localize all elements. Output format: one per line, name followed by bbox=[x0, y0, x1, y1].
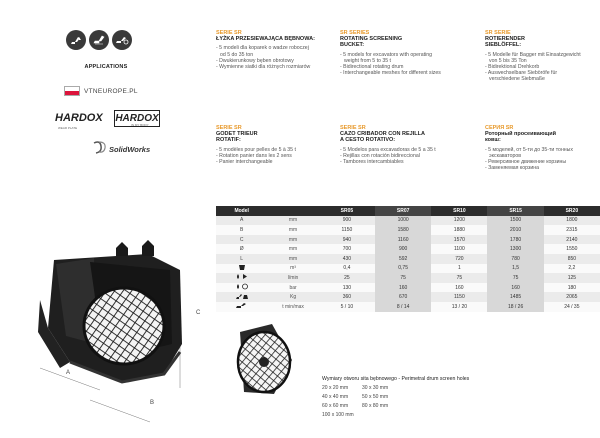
cell-sr20: 2,2 bbox=[544, 264, 600, 274]
table-row bbox=[216, 254, 600, 264]
column-german bbox=[485, 30, 600, 83]
feature-line: weight from 5 to 35 t bbox=[344, 57, 391, 64]
hole-size: 80 x 80 mm bbox=[362, 403, 389, 409]
feature-line: von 5 bis 35 Ton bbox=[489, 57, 527, 64]
feature-line: - 5 models for excavators with operating bbox=[340, 51, 432, 58]
column-subtitle-2: ROTATIF: bbox=[216, 137, 241, 144]
poland-flag-icon bbox=[64, 86, 80, 96]
cell-sr07: 160 bbox=[375, 283, 431, 293]
row-unit: mm bbox=[267, 225, 318, 235]
spec-table bbox=[216, 206, 600, 312]
cell-sr15: 1,5 bbox=[487, 264, 543, 274]
hole-size: 40 x 40 mm bbox=[322, 394, 349, 400]
table-row bbox=[216, 273, 600, 283]
cell-sr05: 700 bbox=[319, 244, 375, 254]
cell-sr10: 13 / 20 bbox=[431, 302, 487, 312]
cell-sr07: 670 bbox=[375, 292, 431, 302]
cell-sr15: 1485 bbox=[487, 292, 543, 302]
feature-line: - 5 modeli dla koparek o wadze roboczej bbox=[216, 45, 309, 52]
cell-sr05: 900 bbox=[319, 216, 375, 226]
row-unit: bar bbox=[267, 283, 318, 293]
cell-sr07: 1580 bbox=[375, 225, 431, 235]
feature-line: - Panier interchangeable bbox=[216, 159, 273, 166]
excavator-screening-icon bbox=[112, 30, 132, 50]
table-row bbox=[216, 235, 600, 245]
header-sr15: SR15 bbox=[487, 206, 543, 216]
cell-sr15: 780 bbox=[487, 254, 543, 264]
cell-sr20: 2065 bbox=[544, 292, 600, 302]
hardox-logo-right-sub: IN MY BODY bbox=[131, 123, 149, 127]
feature-line: - Rejillas con rotación bidireccional bbox=[340, 152, 420, 159]
cell-sr05: 0,4 bbox=[319, 264, 375, 274]
column-features bbox=[340, 52, 456, 77]
feature-line: - 5 Modelos para excavadoras de 5 a 35 t bbox=[340, 146, 436, 153]
feature-line: - Bidirektional Drehkorb bbox=[485, 64, 540, 71]
cell-sr20: 125 bbox=[544, 273, 600, 283]
cell-sr10: 1570 bbox=[431, 235, 487, 245]
cell-sr20: 2315 bbox=[544, 225, 600, 235]
table-row bbox=[216, 292, 600, 302]
table-row bbox=[216, 302, 600, 312]
cell-sr05: 25 bbox=[319, 273, 375, 283]
cell-sr15: 1300 bbox=[487, 244, 543, 254]
cell-sr15: 1780 bbox=[487, 235, 543, 245]
screen-holes bbox=[322, 376, 469, 418]
cell-sr07: 1000 bbox=[375, 216, 431, 226]
row-label: Ø bbox=[216, 244, 267, 254]
hardox-logo-right-text: HARDOX bbox=[115, 113, 159, 124]
feature-line: - Auswechselbare Sieböröfe für bbox=[485, 70, 558, 77]
hole-size: 30 x 30 mm bbox=[362, 385, 389, 391]
feature-line: экскаваторов bbox=[489, 152, 522, 159]
table-row bbox=[216, 216, 600, 226]
cell-sr10: 75 bbox=[431, 273, 487, 283]
row-unit: mm bbox=[267, 254, 318, 264]
feature-line: - Tambores intercambiables bbox=[340, 159, 404, 166]
cell-sr07: 8 / 14 bbox=[375, 302, 431, 312]
cell-sr05: 130 bbox=[319, 283, 375, 293]
cell-sr15: 160 bbox=[487, 283, 543, 293]
applications-label: APPLICATIONS bbox=[84, 64, 128, 70]
feature-line: - Dwukierunkowy bęben obrotowy bbox=[216, 57, 294, 64]
holes-grid bbox=[322, 385, 469, 418]
column-title: SR SERIES bbox=[340, 30, 370, 36]
bucket-diagram bbox=[30, 240, 220, 438]
solidworks-text: SolidWorks bbox=[109, 145, 151, 154]
column-title: SR SERIE bbox=[485, 30, 511, 36]
column-subtitle: ŁYŻKA PRZESIEWAJĄCA BĘBNOWA: bbox=[216, 36, 315, 43]
column-russian bbox=[485, 125, 600, 171]
excavator-class-icon bbox=[235, 305, 249, 311]
column-subtitle: GODET TRIEUR bbox=[216, 131, 258, 138]
hole-size: 20 x 20 mm bbox=[322, 385, 349, 391]
header-sr10: SR10 bbox=[431, 206, 487, 216]
feature-line: - Реверсивное движение корзины bbox=[485, 159, 567, 166]
header-sr05: SR05 bbox=[319, 206, 375, 216]
column-subtitle: CAZO CRIBADOR CON REJILLA bbox=[340, 131, 425, 138]
hole-size: 100 x 100 mm bbox=[322, 412, 354, 418]
excavator-bucket-icon bbox=[89, 30, 109, 50]
column-features bbox=[485, 147, 600, 172]
header-model: Model bbox=[216, 206, 267, 216]
bucket-body bbox=[38, 240, 182, 382]
cell-sr05: 1150 bbox=[319, 225, 375, 235]
column-features bbox=[340, 147, 456, 166]
table-row bbox=[216, 283, 600, 293]
cell-sr07: 75 bbox=[375, 273, 431, 283]
row-label: C bbox=[216, 235, 267, 245]
column-features bbox=[485, 52, 600, 83]
feature-line: od 5 do 35 ton bbox=[220, 51, 254, 58]
column-subtitle-2: ковш: bbox=[485, 137, 501, 144]
column-title: SERIE SR bbox=[216, 30, 242, 36]
cell-sr15: 2010 bbox=[487, 225, 543, 235]
row-unit: mm bbox=[267, 235, 318, 245]
dim-label-c: C bbox=[196, 310, 201, 316]
cell-sr20: 180 bbox=[544, 283, 600, 293]
cell-sr10: 160 bbox=[431, 283, 487, 293]
row-label bbox=[216, 264, 267, 274]
row-label: L bbox=[216, 254, 267, 264]
cell-sr15: 1500 bbox=[487, 216, 543, 226]
oil-flow-icon bbox=[235, 276, 249, 282]
hardox-logo-left-sub: WEAR PLATE bbox=[58, 126, 78, 130]
solidworks-logo bbox=[93, 140, 150, 154]
row-label bbox=[216, 283, 267, 293]
header-sr07: SR07 bbox=[375, 206, 431, 216]
column-spanish bbox=[340, 125, 456, 165]
cell-sr07: 592 bbox=[375, 254, 431, 264]
cell-sr05: 360 bbox=[319, 292, 375, 302]
cell-sr15: 18 / 26 bbox=[487, 302, 543, 312]
drum-detail-image bbox=[230, 320, 300, 400]
cell-sr05: 430 bbox=[319, 254, 375, 264]
cell-sr20: 2140 bbox=[544, 235, 600, 245]
excavator-digging-icon bbox=[66, 30, 86, 50]
column-title: SERIE SR bbox=[340, 125, 366, 131]
table-header-row bbox=[216, 206, 600, 216]
cell-sr15: 75 bbox=[487, 273, 543, 283]
feature-line: - 5 Modelle für Bagger mit Einsatzgewicht bbox=[485, 51, 581, 58]
column-subtitle: Роторный просеивающий bbox=[485, 131, 556, 138]
row-unit: mm bbox=[267, 216, 318, 226]
cell-sr10: 1150 bbox=[431, 292, 487, 302]
hole-size: 50 x 50 mm bbox=[362, 394, 389, 400]
header-sr20: SR20 bbox=[544, 206, 600, 216]
cell-sr20: 850 bbox=[544, 254, 600, 264]
hardox-logo-left: HARDOX bbox=[55, 112, 103, 124]
row-unit: m³ bbox=[267, 264, 318, 274]
row-label: A bbox=[216, 216, 267, 226]
dim-label-a: A bbox=[66, 370, 71, 376]
cell-sr07: 0,75 bbox=[375, 264, 431, 274]
cell-sr20: 1550 bbox=[544, 244, 600, 254]
column-title: SERIE SR bbox=[216, 125, 242, 131]
feature-line: - Wymienne siatki dla różnych rozmiarów bbox=[216, 64, 311, 71]
header-unit bbox=[267, 206, 318, 216]
cell-sr10: 1100 bbox=[431, 244, 487, 254]
table-row bbox=[216, 244, 600, 254]
oil-pressure-icon bbox=[235, 286, 249, 292]
row-unit: Kg bbox=[267, 292, 318, 302]
feature-line: - 5 modèles pour pelles de 5 à 35 t bbox=[216, 146, 296, 153]
cell-sr10: 720 bbox=[431, 254, 487, 264]
row-unit: mm bbox=[267, 244, 318, 254]
feature-line: - Interchangeable meshes for different sizes bbox=[340, 70, 441, 77]
cell-sr05: 940 bbox=[319, 235, 375, 245]
cell-sr07: 1160 bbox=[375, 235, 431, 245]
row-label bbox=[216, 273, 267, 283]
cell-sr10: 1880 bbox=[431, 225, 487, 235]
column-polish bbox=[216, 30, 332, 70]
column-subtitle: ROTATING SCREENING bbox=[340, 36, 403, 43]
column-subtitle: ROTIERENDER bbox=[485, 36, 526, 43]
feature-line: verschiedene Siebmaße bbox=[489, 76, 545, 83]
dim-label-b: B bbox=[150, 400, 155, 406]
website-link[interactable] bbox=[64, 86, 138, 96]
column-subtitle-2: BUCKET: bbox=[340, 42, 365, 49]
column-subtitle-2: A CESTO ROTATIVO: bbox=[340, 137, 396, 144]
cell-sr20: 1800 bbox=[544, 216, 600, 226]
holes-title: Wymiary otworu sita bębnowego - Perimetral drum screen holes bbox=[322, 376, 470, 382]
cell-sr07: 900 bbox=[375, 244, 431, 254]
column-features bbox=[216, 147, 332, 166]
weight-icon bbox=[235, 296, 249, 302]
bucket-volume-icon bbox=[238, 267, 246, 273]
table-row bbox=[216, 225, 600, 235]
cell-sr10: 1200 bbox=[431, 216, 487, 226]
row-unit: t min/max bbox=[267, 302, 318, 312]
column-features bbox=[216, 45, 332, 70]
hole-size: 60 x 60 mm bbox=[322, 403, 349, 409]
feature-line: - Rotation panier dans les 2 sens bbox=[216, 152, 292, 159]
cell-sr20: 24 / 35 bbox=[544, 302, 600, 312]
cell-sr10: 1 bbox=[431, 264, 487, 274]
row-label bbox=[216, 302, 267, 312]
feature-line: - Bidirectional rotating drum bbox=[340, 64, 404, 71]
website-text: VTNEUROPE.PL bbox=[84, 87, 138, 95]
table-row bbox=[216, 264, 600, 274]
feature-line: - Заменяемая корзина bbox=[485, 165, 539, 172]
cell-sr05: 5 / 10 bbox=[319, 302, 375, 312]
row-unit: l/min bbox=[267, 273, 318, 283]
row-label bbox=[216, 292, 267, 302]
column-french bbox=[216, 125, 332, 165]
column-subtitle-2: SIEBLÖFFEL: bbox=[485, 42, 522, 49]
column-title: СЕРИЯ SR bbox=[485, 125, 514, 131]
row-label: B bbox=[216, 225, 267, 235]
feature-line: - 5 моделей, от 5-ти до 35-ти тонных bbox=[485, 146, 573, 153]
application-icons bbox=[66, 30, 132, 50]
solidworks-ds-icon bbox=[93, 140, 107, 154]
column-english bbox=[340, 30, 456, 76]
